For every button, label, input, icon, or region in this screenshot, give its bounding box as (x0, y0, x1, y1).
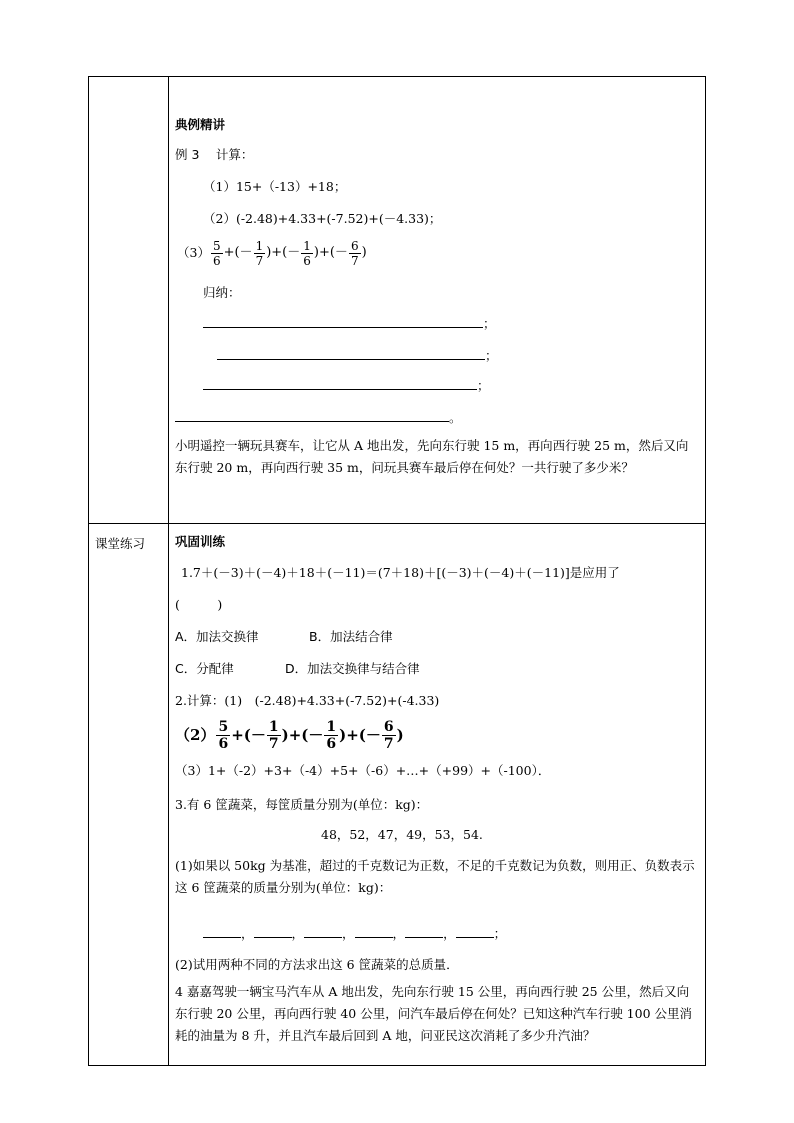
question-3-intro: 3.有 6 筐蔬菜，每筐质量分别为(单位：kg)： (175, 797, 429, 812)
question-1: 1.7＋(－3)＋(－4)＋18＋(－11)＝(7＋18)＋[(－3)＋(－4)＋(－11)]是应用了 (181, 565, 620, 580)
example-item-3: （3） $\frac{5}{6}$ +(－ $\frac{1}{7}$ )+(－ $\frac{1}{6}$ )+(－ $\frac{6}{7}$ ) (177, 235, 367, 271)
row-divider (89, 523, 705, 524)
fraction: $\frac{1}{6}$ (326, 718, 337, 752)
question-3-blanks: ， ， ， ， ， ； (203, 925, 506, 942)
summary-blank-3: ； (203, 377, 490, 394)
question-1-option-d: D．加法交换律与结合律 (285, 661, 420, 676)
summary-blank-4: 。 (175, 409, 462, 426)
question-1-answer-paren: ( ) (175, 597, 223, 612)
question-2-part-3: （3）1+（-2）+3+（-4）+5+（-6）+…+（+99）+（-100）． (175, 763, 551, 778)
lesson-table (88, 76, 706, 1066)
question-1-option-b: B．加法结合律 (309, 629, 393, 644)
summary-blank-1: ； (203, 315, 496, 332)
summary-blank-2: ； (217, 347, 498, 364)
fraction: $\frac{5}{6}$ (218, 718, 229, 752)
column-divider (168, 77, 169, 1065)
section-title-examples: 典例精讲 (175, 117, 226, 132)
example-item-3-label: （3） (177, 245, 210, 260)
question-2-part-2-label: （2） (175, 726, 216, 744)
fraction: $\frac{1}{7}$ (268, 718, 279, 752)
fraction: $\frac{5}{6}$ (212, 238, 221, 268)
fraction: $\frac{1}{6}$ (303, 238, 311, 268)
fraction: $\frac{1}{7}$ (255, 238, 264, 268)
fraction: $\frac{6}{7}$ (383, 718, 394, 752)
example-item-1: （1）15+（-13）+18； (203, 179, 347, 194)
fraction: $\frac{6}{7}$ (350, 238, 359, 268)
question-2-part-1: 2.计算：(1) (-2.48)+4.33+(-7.52)+(-4.33) (175, 693, 440, 708)
question-3-values: 48，52，47，49，53，54. (321, 827, 483, 842)
example-label: 例 3 计算： (175, 147, 254, 162)
section-title-practice: 巩固训练 (175, 534, 226, 549)
row-label-class-practice: 课堂练习 (95, 536, 146, 551)
summary-label: 归纳： (203, 285, 241, 300)
question-1-option-a: A．加法交换律 (175, 629, 259, 644)
question-1-option-c: C．分配律 (175, 661, 234, 676)
race-car-problem: 小明遥控一辆玩具赛车，让它从 A 地出发，先向东行驶 15 m，再向西行驶 25 m，然后又向东行驶 20 m，再向西行驶 35 m，问玩具赛车最后停在何处？一共行驶了多少米？ (175, 438, 689, 475)
example-item-2: （2）(-2.48)+4.33+(-7.52)+(－4.33)； (203, 211, 442, 226)
question-3-part-1: (1)如果以 50kg 为基准，超过的千克数记为正数，不足的千克数记为负数，则用正、负数表示这 6 筐蔬菜的质量分别为(单位：kg)： (175, 858, 695, 895)
question-3-part-2: (2)试用两种不同的方法求出这 6 筐蔬菜的总质量． (175, 957, 459, 972)
question-2-part-2: （2） $\frac{5}{6}$ +(－ $\frac{1}{7}$ )+(－ $\frac{1}{6}$ )+(－ $\frac{6}{7}$ ) (175, 718, 404, 752)
question-4: 4 嘉嘉驾驶一辆宝马汽车从 A 地出发，先向东行驶 15 公里，再向西行驶 25 公里，然后又向东行驶 20 公里，再向西行驶 40 公里，问汽车最后停在何处？已知这种汽车行驶 100 公里消耗的油量为 8 升，并且汽车最后回到 A 地，问亚民这次消耗了多少升汽油？ (175, 984, 693, 1043)
